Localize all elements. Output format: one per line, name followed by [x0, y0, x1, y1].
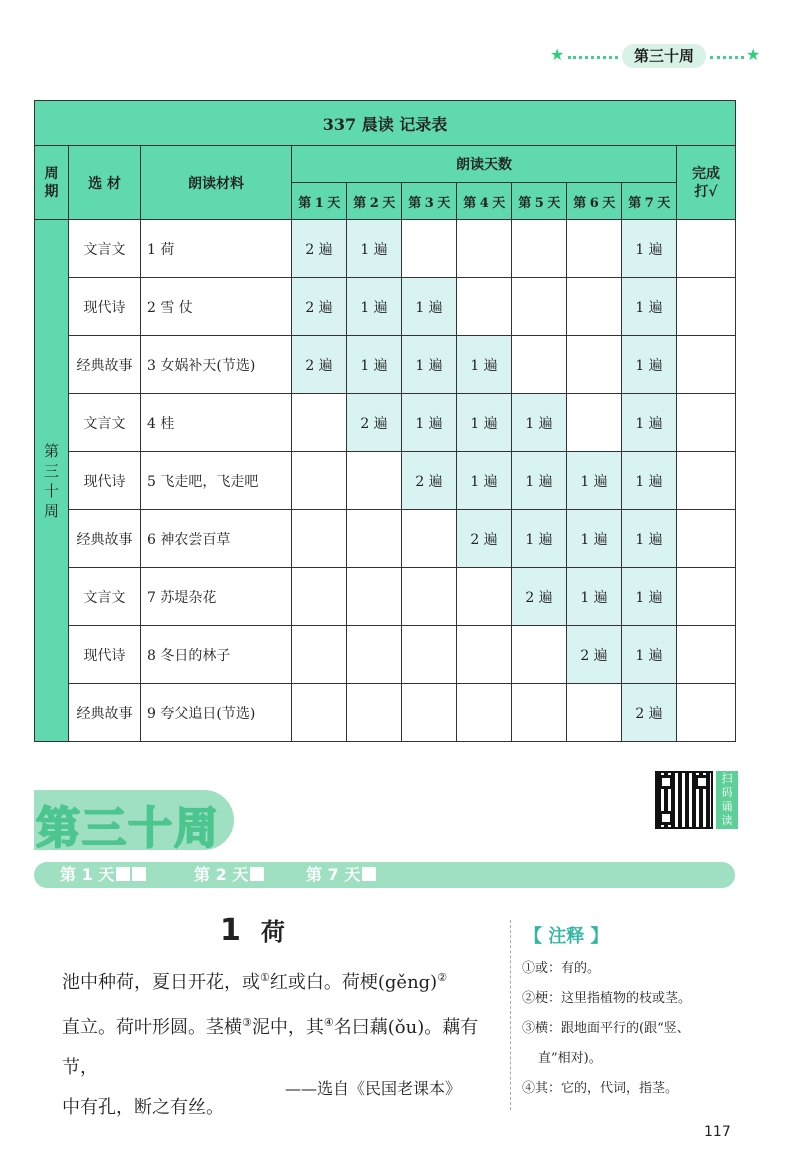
- material-cell: 5 飞走吧，飞走吧: [141, 452, 292, 510]
- day-cell: [457, 626, 512, 684]
- day-cell: [567, 684, 622, 742]
- notes-list: [522, 954, 792, 1104]
- day-cell: 1 遍: [512, 394, 567, 452]
- col-header-day-5: 第 5 天: [512, 183, 567, 220]
- note-item: ②梗：这里指植物的枝或茎。: [522, 991, 692, 1006]
- material-cell: 3 女娲补天(节选): [141, 336, 292, 394]
- day-cell: 1 遍: [567, 510, 622, 568]
- day-cell: 2 遍: [457, 510, 512, 568]
- day-2-checkbox[interactable]: [250, 867, 264, 881]
- genre-cell: 现代诗: [69, 278, 141, 336]
- column-divider: [510, 920, 511, 1110]
- week-label-cell: 第三十周: [35, 220, 69, 742]
- material-cell: 9 夸父追日(节选): [141, 684, 292, 742]
- day-cell: [567, 278, 622, 336]
- day-cell: 1 遍: [512, 452, 567, 510]
- day-cell: [402, 684, 457, 742]
- table-row: [35, 568, 736, 626]
- day-cell: 2 遍: [292, 336, 347, 394]
- day-1-checkbox[interactable]: [116, 867, 130, 881]
- day-cell: [402, 220, 457, 278]
- page-number: 117: [704, 1124, 731, 1140]
- day-cell: [347, 684, 402, 742]
- col-header-cycle: 周期: [35, 146, 69, 220]
- day-cell: 1 遍: [622, 626, 677, 684]
- table-row: [35, 394, 736, 452]
- col-header-genre: 选 材: [69, 146, 141, 220]
- day-cell: 1 遍: [622, 336, 677, 394]
- genre-cell: 文言文: [69, 394, 141, 452]
- material-cell: 2 雪 仗: [141, 278, 292, 336]
- star-icon: ★: [746, 45, 761, 64]
- day-cell: [347, 568, 402, 626]
- day-cell: 2 遍: [512, 568, 567, 626]
- genre-cell: 文言文: [69, 220, 141, 278]
- note-item: ④其：它的，代词，指茎。: [522, 1081, 679, 1096]
- done-checkbox-cell[interactable]: [677, 452, 736, 510]
- week-banner: [34, 790, 234, 854]
- running-header: [550, 44, 762, 70]
- col-header-material: 朗读材料: [141, 146, 292, 220]
- table-title: 337 晨读 记录表: [35, 101, 736, 146]
- table-row: [35, 684, 736, 742]
- day-cell: [347, 510, 402, 568]
- day-cell: [567, 336, 622, 394]
- col-header-days-group: 朗读天数: [292, 146, 677, 183]
- table-row: [35, 626, 736, 684]
- day-cell: [292, 568, 347, 626]
- day-cell: 2 遍: [292, 220, 347, 278]
- qr-code[interactable]: [655, 771, 713, 829]
- star-icon: ★: [550, 45, 565, 64]
- day-cell: [512, 278, 567, 336]
- done-checkbox-cell[interactable]: [677, 568, 736, 626]
- day-cell: [512, 220, 567, 278]
- day-cell: 1 遍: [402, 394, 457, 452]
- material-cell: 4 桂: [141, 394, 292, 452]
- note-item: ③横：跟地面平行的(跟“竖、: [522, 1021, 690, 1036]
- done-checkbox-cell[interactable]: [677, 336, 736, 394]
- day-cell: 1 遍: [347, 336, 402, 394]
- day-cell: [347, 452, 402, 510]
- material-cell: 1 荷: [141, 220, 292, 278]
- table-row: [35, 278, 736, 336]
- col-header-day-4: 第 4 天: [457, 183, 512, 220]
- week-banner-title: 第三十周: [36, 803, 220, 854]
- day-cell: [402, 568, 457, 626]
- day-cell: 1 遍: [622, 220, 677, 278]
- day-cell: 2 遍: [622, 684, 677, 742]
- genre-cell: 文言文: [69, 568, 141, 626]
- day-cell: [567, 394, 622, 452]
- day-cell: 2 遍: [347, 394, 402, 452]
- day-cell: 1 遍: [512, 510, 567, 568]
- day-1-item: 第 1 天: [60, 865, 146, 885]
- done-checkbox-cell[interactable]: [677, 220, 736, 278]
- day-cell: 1 遍: [622, 394, 677, 452]
- day-cell: 2 遍: [567, 626, 622, 684]
- notes-title: 【 注释 】: [524, 926, 609, 947]
- day-cell: 1 遍: [457, 452, 512, 510]
- day-cell: [457, 278, 512, 336]
- genre-cell: 经典故事: [69, 510, 141, 568]
- col-header-day-2: 第 2 天: [347, 183, 402, 220]
- genre-cell: 现代诗: [69, 452, 141, 510]
- day-cell: 1 遍: [622, 510, 677, 568]
- reading-record-table: [34, 100, 736, 742]
- poem-text: 池中种荷，夏日开花，或①红或白。荷梗(gěng)② 直立。荷叶形圆。茎横③泥中，其④名曰藕(ǒu)。藕有节， 中有孔，断之有丝。: [62, 971, 479, 1118]
- day-cell: 1 遍: [567, 452, 622, 510]
- day-7-checkbox[interactable]: [362, 867, 376, 881]
- day-cell: [292, 394, 347, 452]
- day-cell: 1 遍: [622, 568, 677, 626]
- material-cell: 7 苏堤杂花: [141, 568, 292, 626]
- day-cell: [292, 626, 347, 684]
- day-cell: [292, 452, 347, 510]
- done-checkbox-cell[interactable]: [677, 684, 736, 742]
- day-cell: 1 遍: [457, 394, 512, 452]
- day-cell: [567, 220, 622, 278]
- col-header-day-6: 第 6 天: [567, 183, 622, 220]
- qr-label: 扫 码 诵 读: [716, 771, 738, 829]
- done-checkbox-cell[interactable]: [677, 278, 736, 336]
- week-badge: 第三十周: [622, 44, 706, 68]
- day-cell: 1 遍: [347, 220, 402, 278]
- day-cell: [457, 568, 512, 626]
- note-item: 直”相对)。: [538, 1051, 602, 1066]
- days-checklist-bar: [34, 862, 735, 888]
- genre-cell: 经典故事: [69, 336, 141, 394]
- genre-cell: 现代诗: [69, 626, 141, 684]
- table-row: [35, 336, 736, 394]
- table-row: [35, 510, 736, 568]
- day-cell: 2 遍: [402, 452, 457, 510]
- day-7-item: 第 7 天: [306, 865, 376, 885]
- dotted-divider: [710, 56, 744, 59]
- day-cell: 2 遍: [292, 278, 347, 336]
- day-cell: [512, 336, 567, 394]
- dotted-divider: [568, 56, 618, 59]
- done-checkbox-cell[interactable]: [677, 510, 736, 568]
- day-cell: [457, 684, 512, 742]
- day-cell: 1 遍: [402, 278, 457, 336]
- done-checkbox-cell[interactable]: [677, 394, 736, 452]
- material-cell: 8 冬日的林子: [141, 626, 292, 684]
- day-cell: 1 遍: [457, 336, 512, 394]
- day-cell: [402, 510, 457, 568]
- day-cell: [292, 510, 347, 568]
- col-header-done: 完成 打√: [677, 146, 736, 220]
- day-2-item: 第 2 天: [194, 865, 264, 885]
- table-row: [35, 452, 736, 510]
- col-header-day-3: 第 3 天: [402, 183, 457, 220]
- done-checkbox-cell[interactable]: [677, 626, 736, 684]
- genre-cell: 经典故事: [69, 684, 141, 742]
- day-1-checkbox-2[interactable]: [132, 867, 146, 881]
- day-cell: [402, 626, 457, 684]
- day-cell: 1 遍: [347, 278, 402, 336]
- day-cell: [347, 626, 402, 684]
- col-header-day-7: 第 7 天: [622, 183, 677, 220]
- note-item: ①或：有的。: [522, 961, 601, 976]
- table-row: [35, 220, 736, 278]
- day-cell: [457, 220, 512, 278]
- day-cell: [512, 684, 567, 742]
- day-cell: [292, 684, 347, 742]
- day-cell: 1 遍: [567, 568, 622, 626]
- material-cell: 6 神农尝百草: [141, 510, 292, 568]
- day-cell: [512, 626, 567, 684]
- day-cell: 1 遍: [622, 452, 677, 510]
- day-cell: 1 遍: [402, 336, 457, 394]
- poem-source: ——选自《民国老课本》: [285, 1079, 462, 1098]
- col-header-day-1: 第 1 天: [292, 183, 347, 220]
- day-cell: 1 遍: [622, 278, 677, 336]
- poem-heading: 1 荷: [220, 913, 285, 948]
